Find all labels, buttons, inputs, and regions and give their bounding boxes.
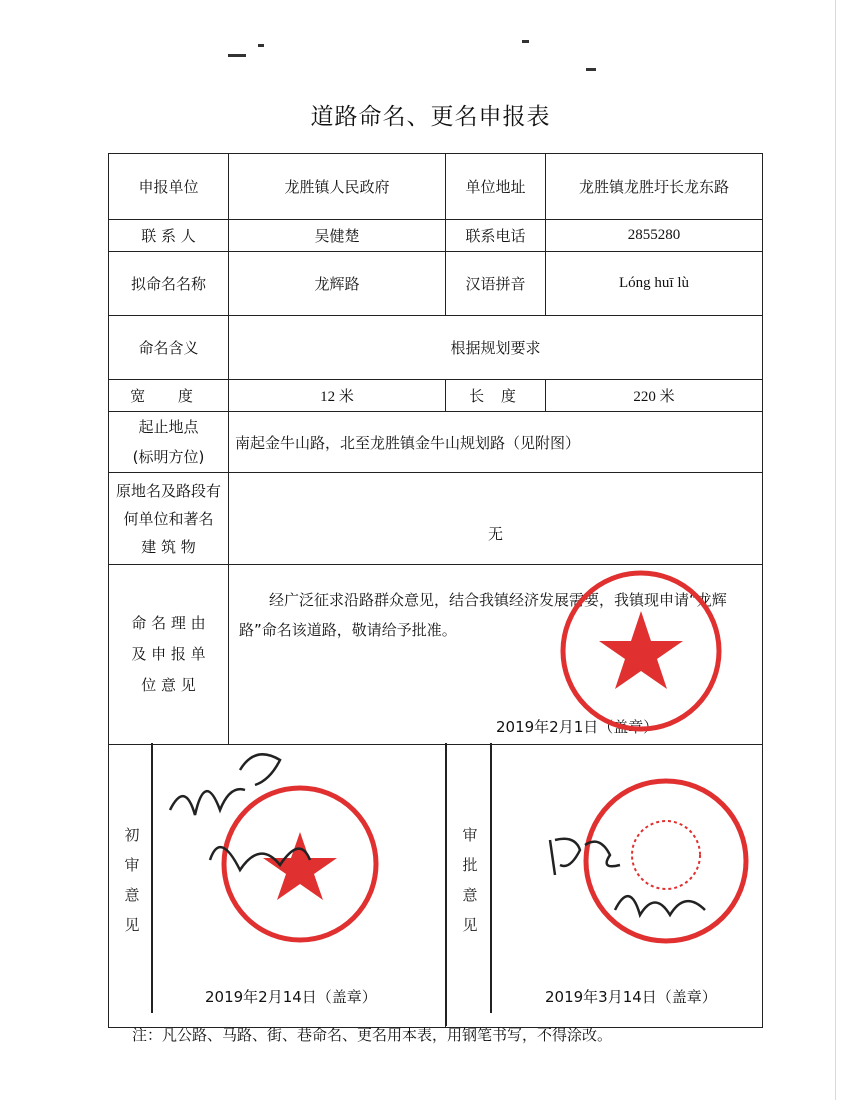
contact-label: 联 系 人 xyxy=(109,220,229,252)
pinyin-value: Lóng huī lù xyxy=(546,252,763,316)
approval-signature xyxy=(540,820,720,940)
scan-mark xyxy=(586,68,596,71)
approval-label: 审 批 意 见 xyxy=(462,826,478,934)
endpoints-label: 起止地点 (标明方位) xyxy=(109,412,229,473)
road-name-value: 龙辉路 xyxy=(229,252,446,316)
scan-mark xyxy=(522,40,529,43)
applicant-value: 龙胜镇人民政府 xyxy=(229,154,446,220)
star-icon xyxy=(599,611,683,689)
meaning-value: 根据规划要求 xyxy=(229,316,763,380)
reason-text: 经广泛征求沿路群众意见，结合我镇经济发展需要，我镇现申请“龙辉路”命名该道路，敬请给予批准。 xyxy=(239,591,727,639)
pinyin-label: 汉语拼音 xyxy=(446,252,546,316)
phone-value: 2855280 xyxy=(546,220,763,252)
length-label: 长 度 xyxy=(446,380,546,412)
approval-date: 2019年3月14日（盖章） xyxy=(545,988,717,1006)
original-place-label: 原地名及路段有 何单位和著名 建 筑 物 xyxy=(109,473,229,565)
applicant-label: 申报单位 xyxy=(109,154,229,220)
initial-review-label: 初 审 意 见 xyxy=(124,826,140,934)
inner-divider xyxy=(445,743,447,1026)
reason-date: 2019年2月1日（盖章） xyxy=(496,718,659,736)
original-place-value: 无 xyxy=(229,473,763,565)
address-label: 单位地址 xyxy=(446,154,546,220)
contact-value: 吴健楚 xyxy=(229,220,446,252)
page-edge xyxy=(835,0,836,1100)
width-label: 宽 度 xyxy=(109,380,229,412)
inner-divider xyxy=(151,743,153,1013)
initial-review-signature xyxy=(160,740,340,910)
width-value: 12 米 xyxy=(229,380,446,412)
phone-label: 联系电话 xyxy=(446,220,546,252)
inner-divider xyxy=(490,743,492,1013)
scan-mark xyxy=(258,44,264,47)
meaning-label: 命名含义 xyxy=(109,316,229,380)
scan-mark xyxy=(228,54,246,57)
length-value: 220 米 xyxy=(546,380,763,412)
initial-review-date: 2019年2月14日（盖章） xyxy=(205,988,377,1006)
form-title: 道路命名、更名申报表 xyxy=(310,104,551,130)
reason-label: 命 名 理 由 及 申 报 单 位 意 见 xyxy=(109,565,229,745)
endpoints-value: 南起金牛山路，北至龙胜镇金牛山规划路（见附图） xyxy=(229,412,763,473)
road-name-label: 拟命名名称 xyxy=(109,252,229,316)
address-value: 龙胜镇龙胜圩长龙东路 xyxy=(546,154,763,220)
footnote: 注：凡公路、马路、街、巷命名、更名用本表，用钢笔书写，不得涂改。 xyxy=(132,1026,613,1044)
township-seal xyxy=(556,566,726,736)
